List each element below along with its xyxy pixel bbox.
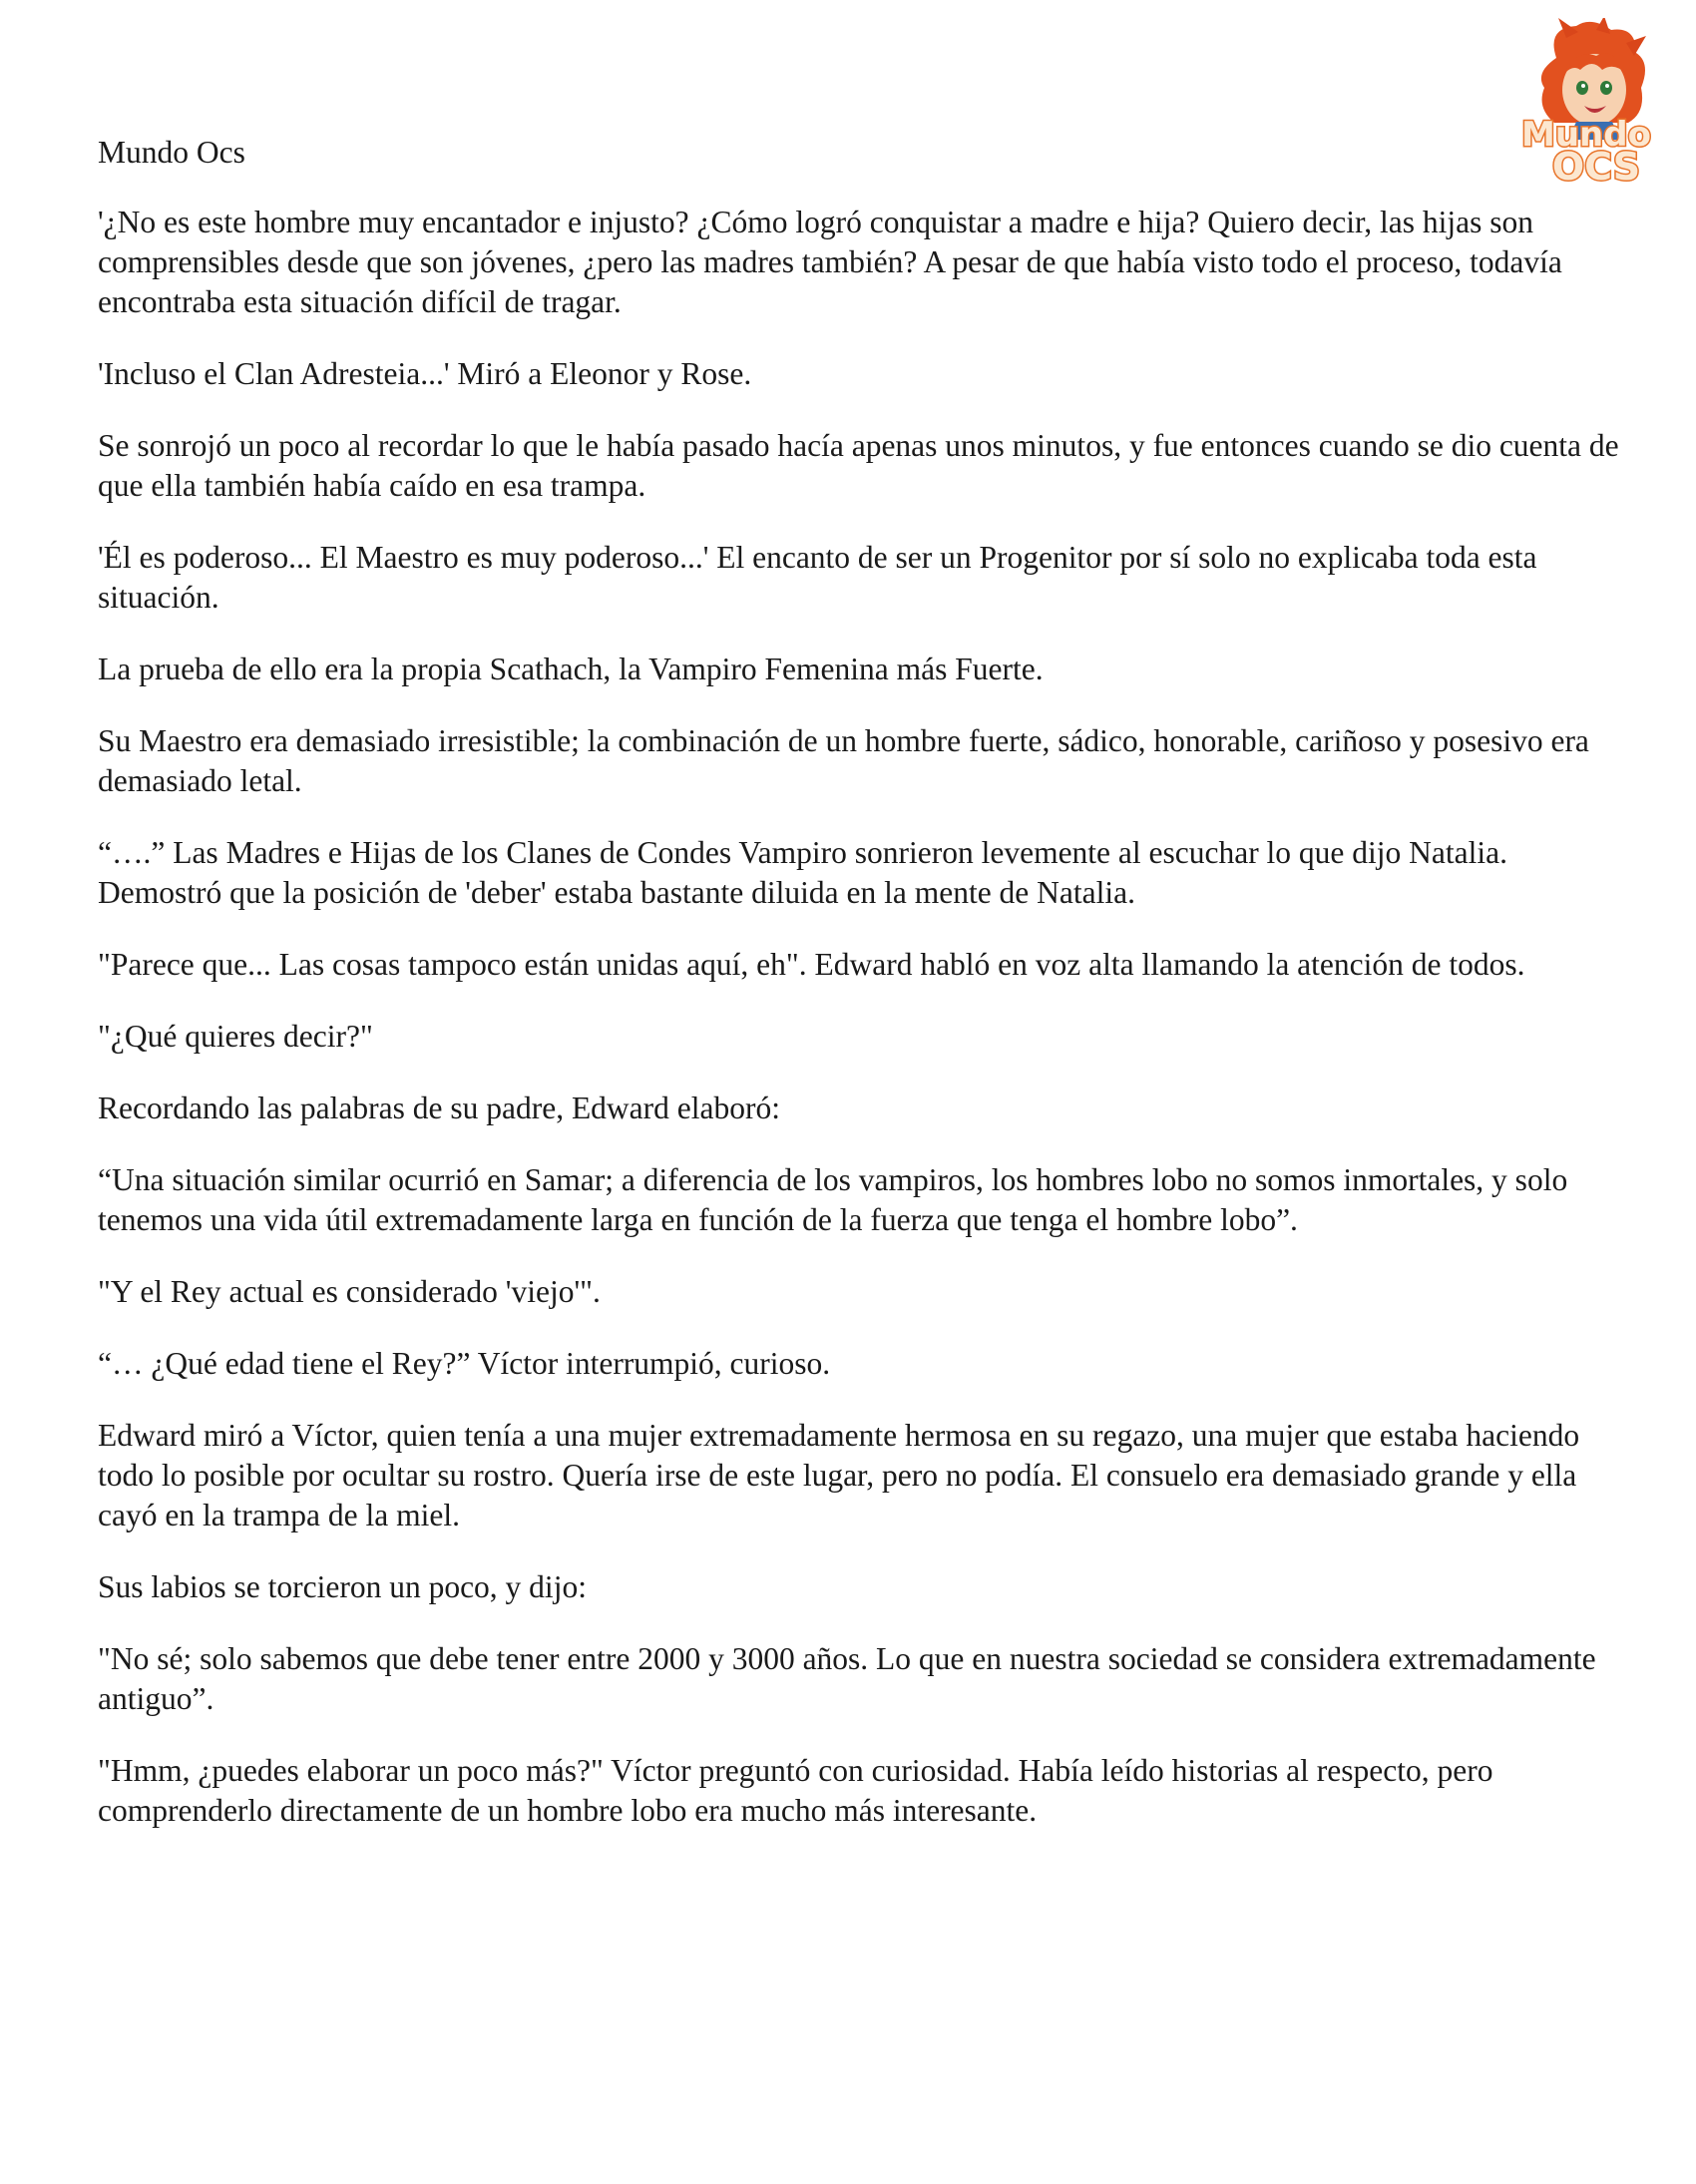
paragraph: "¿Qué quieres decir?" (98, 1019, 373, 1054)
paragraph: 'Él es poderoso... El Maestro es muy poderoso...' El encanto de ser un Progenitor por sí solo no explicaba toda esta situación. (98, 540, 1537, 615)
paragraph: "Hmm, ¿puedes elaborar un poco más?" Víctor preguntó con curiosidad. Había leído historias al respecto, pero comprenderlo directamente de un hombre lobo era mucho más interesante. (98, 1753, 1493, 1828)
paragraph: Sus labios se torcieron un poco, y dijo: (98, 1569, 587, 1604)
paragraph: 'Incluso el Clan Adresteia...' Miró a Eleonor y Rose. (98, 356, 752, 391)
paragraph: Se sonrojó un poco al recordar lo que le había pasado hacía apenas unos minutos, y fue entonces cuando se dio cuenta de que ella también había caído en esa trampa. (98, 428, 1619, 503)
paragraph: "Y el Rey actual es considerado 'viejo'". (98, 1274, 601, 1309)
paragraph-list (98, 203, 1624, 1831)
paragraph: Recordando las palabras de su padre, Edward elaboró: (98, 1091, 780, 1125)
logo-text-line1: Mundo (1521, 115, 1651, 155)
paragraph: '¿No es este hombre muy encantador e injusto? ¿Cómo logró conquistar a madre e hija? Quiero decir, las hijas son comprensibles desde que son jóvenes, ¿pero las madres también? A pesar de que había visto todo el proceso, todavía encontraba esta situación difícil de tragar. (98, 205, 1562, 319)
paragraph: "Parece que... Las cosas tampoco están unidas aquí, eh". Edward habló en voz alta llamando la atención de todos. (98, 947, 1525, 982)
document-header: Mundo Ocs (98, 135, 245, 170)
document-body (98, 133, 1624, 1863)
paragraph: La prueba de ello era la propia Scathach, la Vampiro Femenina más Fuerte. (98, 652, 1044, 686)
paragraph: “… ¿Qué edad tiene el Rey?” Víctor interrumpió, curioso. (98, 1346, 831, 1381)
paragraph: Edward miró a Víctor, quien tenía a una mujer extremadamente hermosa en su regazo, una mujer que estaba haciendo todo lo posible por ocultar su rostro. Quería irse de este lugar, pero no podía. El consuelo era demasiado grande y ella cayó en la trampa de la miel. (98, 1418, 1580, 1532)
paragraph: “….” Las Madres e Hijas de los Clanes de Condes Vampiro sonrieron levemente al escuchar lo que dijo Natalia. Demostró que la posición de 'deber' estaba bastante diluida en la mente de Natalia. (98, 835, 1507, 910)
paragraph: Su Maestro era demasiado irresistible; la combinación de un hombre fuerte, sádico, honorable, cariñoso y posesivo era demasiado letal. (98, 723, 1589, 798)
paragraph: “Una situación similar ocurrió en Samar; a diferencia de los vampiros, los hombres lobo no somos inmortales, y solo tenemos una vida útil extremadamente larga en función de la fuerza que tenga el hombre lobo”. (98, 1162, 1568, 1237)
logo-text-line2: OCS (1551, 145, 1641, 188)
paragraph: "No sé; solo sabemos que debe tener entre 2000 y 3000 años. Lo que en nuestra sociedad se considera extremadamente antiguo”. (98, 1641, 1596, 1716)
